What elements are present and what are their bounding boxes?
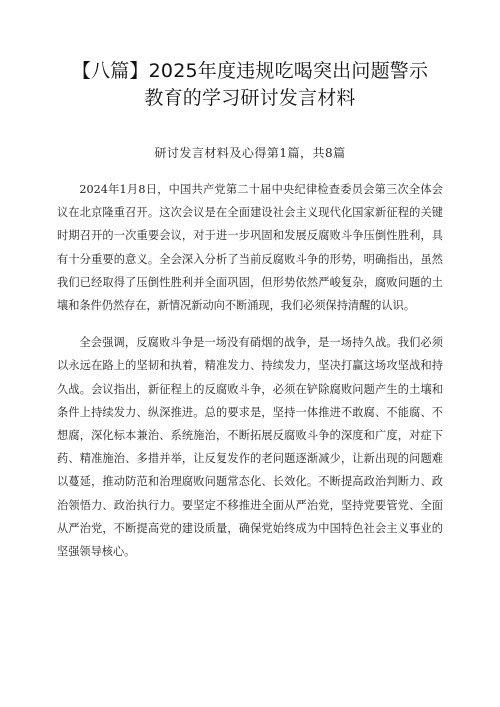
- body-paragraph-2: 全会强调，反腐败斗争是一场没有硝烟的战争，是一场持久战。我们必须以永远在路上的坚韧和执着，精准发力、持续发力，坚决打赢这场攻坚战和持久战。会议指出，新征程上的反腐败斗争，必须在铲除腐败问题产生的土壤和条件上持续发力、纵深推进。总的要求是，坚持一体推进不敢腐、不能腐、不想腐，深化标本兼治、系统施治，不断拓展反腐败斗争的深度和广度，对症下药、精准施治、多措并举，让反复发作的老问题逐渐减少，让新出现的问题难以蔓延，推动防范和治理腐败问题常态化、长效化。不断提高政治判断力、政治领悟力、政治执行力。要坚定不移推进全面从严治党，坚持党要管党、全面从严治党，不断提高党的建设质量，确保党始终成为中国特色社会主义事业的坚强领导核心。: [57, 336, 443, 559]
- title-line-2: 教育的学习研讨发言材料: [144, 87, 356, 109]
- body-paragraph-1: 2024年1月8日，中国共产党第二十届中央纪律检查委员会第三次全体会议在北京隆重召开。这次会议是在全面建设社会主义现代化国家新征程的关键时期召开的一次重要会议，对于进一步巩固和发展反腐败斗争压倒性胜利，具有十分重要的意义。全会深入分析了当前反腐败斗争的形势，明确指出，虽然我们已经取得了压倒性胜利并全面巩固，但形势依然严峻复杂，腐败问题的土壤和条件仍然存在，新情况新动向不断涌现，我们必须保持清醒的认识。: [57, 183, 443, 313]
- document-body: [57, 178, 443, 563]
- document-subtitle: 研讨发言材料及心得第1篇，共8篇: [154, 146, 346, 160]
- title-line-1: 【八篇】2025年度违规吃喝突出问题警示: [71, 60, 429, 82]
- document-title: [40, 58, 460, 112]
